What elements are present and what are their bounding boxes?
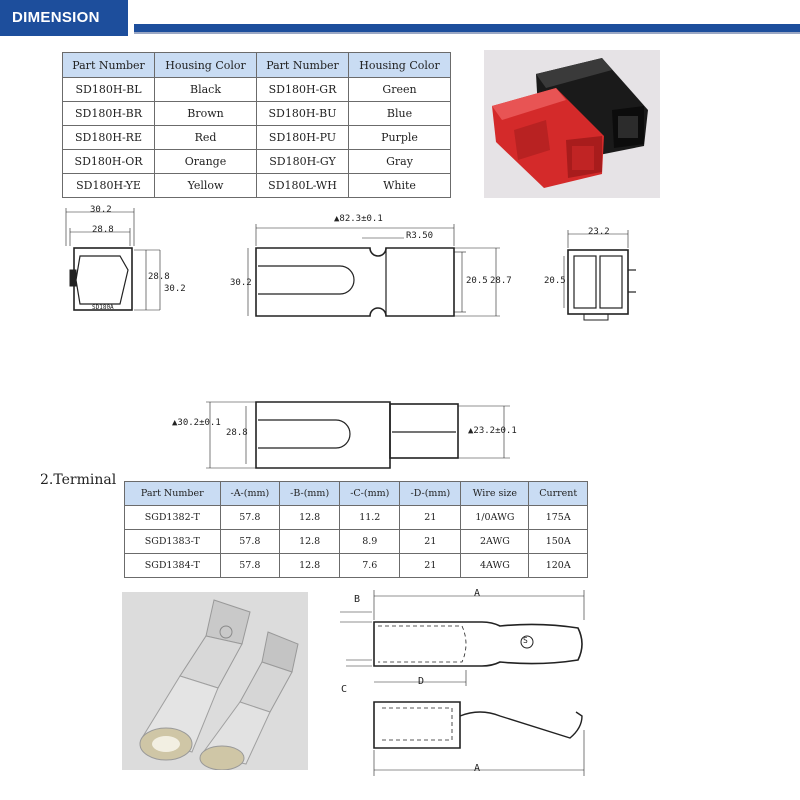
col-header: -A-(mm) [220,482,280,506]
table-cell: 12.8 [280,530,340,554]
col-header: Housing Color [349,53,451,78]
table-cell: 4AWG [461,554,529,578]
dim-label: ▲23.2±0.1 [468,426,517,436]
col-header: Part Number [125,482,221,506]
table-cell: SD180H-GR [256,78,348,102]
table-cell: 57.8 [220,530,280,554]
col-header: Wire size [461,482,529,506]
dim-label: 23.2 [588,227,610,237]
dim-label: 28.8 [148,272,170,282]
side-view-drawing [248,224,500,316]
col-header: Current [529,482,588,506]
dim-label: ▲82.3±0.1 [334,214,383,224]
col-header: Housing Color [155,53,257,78]
table-cell: Green [349,78,451,102]
table-cell: SGD1383-T [125,530,221,554]
table-cell: Brown [155,102,257,126]
col-header: -B-(mm) [280,482,340,506]
table-cell: SD180H-PU [256,126,348,150]
dim-label: ▲30.2±0.1 [172,418,221,428]
table-row [125,554,588,578]
table-cell: Gray [349,150,451,174]
table-cell: SD180L-WH [256,174,348,198]
col-header: -C-(mm) [340,482,400,506]
table-cell: 1/0AWG [461,506,529,530]
table-cell: SD180H-YE [63,174,155,198]
table-row [125,506,588,530]
table-cell: SD180H-OR [63,150,155,174]
dim-label-a-bottom: A [474,763,481,774]
table-cell: 120A [529,554,588,578]
front-view-drawing [66,208,160,310]
table-cell: Yellow [155,174,257,198]
dim-label: 28.7 [490,276,512,286]
dim-label: 28.8 [226,428,248,438]
dim-label-b: B [354,594,361,605]
table-cell: 57.8 [220,554,280,578]
table-cell: 2AWG [461,530,529,554]
col-header: Part Number [256,53,348,78]
table-cell: SGD1384-T [125,554,221,578]
terminal-section-title: 2.Terminal [40,472,117,488]
terminal-product-photo [122,592,308,770]
dim-label: 30.2 [164,284,186,294]
table-cell: 57.8 [220,506,280,530]
table-cell: Red [155,126,257,150]
terminal-drawing [340,590,584,776]
table-cell: 175A [529,506,588,530]
table-cell: SGD1382-T [125,506,221,530]
table-row [125,530,588,554]
dim-label-d: D [418,676,425,687]
table-cell: White [349,174,451,198]
table-cell: 12.8 [280,554,340,578]
table-cell: Blue [349,102,451,126]
dim-label-c: C [341,684,348,695]
dim-label: 20.5 [544,276,566,286]
col-header: Part Number [63,53,155,78]
table-cell: 12.8 [280,506,340,530]
part-mark: SD180A [92,304,114,311]
end-view-drawing [564,230,636,320]
dim-label-a: A [474,588,481,599]
table-cell: Purple [349,126,451,150]
dim-label: 30.2 [90,205,112,215]
dim-label: R3.50 [406,231,434,241]
table-cell: Black [155,78,257,102]
dim-label: 28.8 [92,225,114,235]
section-header-title: DIMENSION [12,9,100,26]
table-cell: 11.2 [340,506,400,530]
dim-label: 20.5 [466,276,488,286]
terminal-spec-table [124,481,588,578]
table-cell: SD180H-BU [256,102,348,126]
table-cell: SD180H-RE [63,126,155,150]
table-cell: 150A [529,530,588,554]
terminal-s-mark: S [523,636,528,645]
table-cell: 21 [400,506,461,530]
col-header: -D-(mm) [400,482,461,506]
table-cell: SD180H-BL [63,78,155,102]
table-cell: 21 [400,554,461,578]
table-cell: SD180H-BR [63,102,155,126]
table-cell: SD180H-GY [256,150,348,174]
table-cell: 8.9 [340,530,400,554]
dim-label: 30.2 [230,278,252,288]
table-cell: 21 [400,530,461,554]
table-cell: 7.6 [340,554,400,578]
table-cell: Orange [155,150,257,174]
table-header-row [125,482,588,506]
bottom-view-drawing [206,402,510,468]
